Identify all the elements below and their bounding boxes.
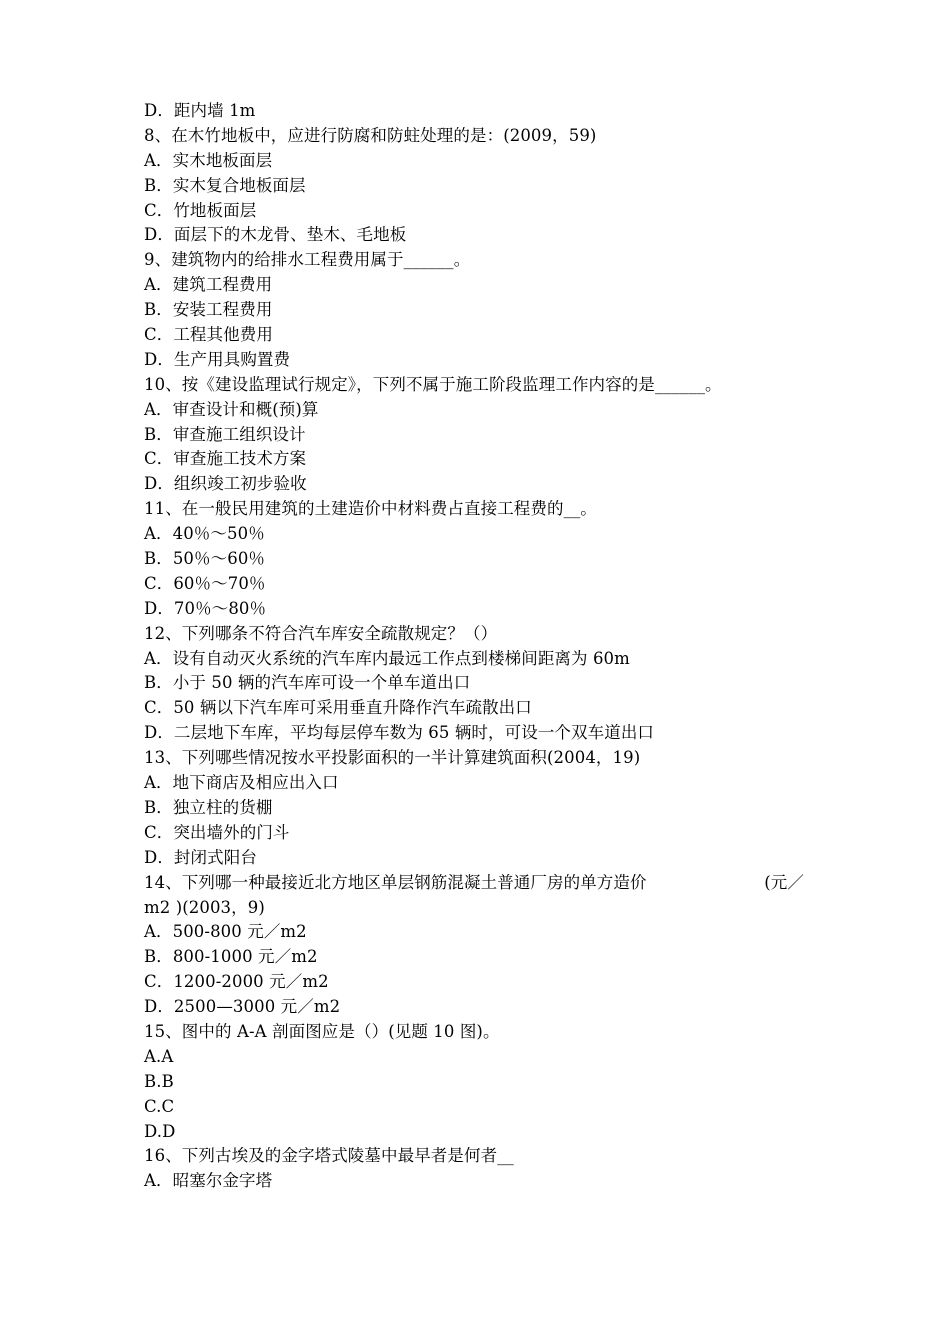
question-14-unit-text: (元／ — [764, 872, 804, 892]
text-line: A．40％～50％ — [144, 524, 265, 544]
text-line: A．地下商店及相应出入口 — [144, 773, 339, 793]
text-line: A．建筑工程费用 — [144, 275, 273, 295]
text-line: 8、在木竹地板中，应进行防腐和防蛀处理的是：(2009，59) — [144, 125, 597, 145]
text-line: B．安装工程费用 — [144, 300, 273, 320]
text-line: C.C — [144, 1096, 175, 1116]
text-line: D．面层下的木龙骨、垫木、毛地板 — [144, 225, 407, 245]
text-line: C．突出墙外的门斗 — [144, 822, 290, 842]
text-line: A．500-800 元／m2 — [144, 922, 307, 942]
text-line: A．实木地板面层 — [144, 150, 273, 170]
text-line: C．50 辆以下汽车库可采用垂直升降作汽车疏散出口 — [144, 698, 532, 718]
text-line: B．独立柱的货棚 — [144, 797, 273, 817]
document-body — [144, 99, 809, 1194]
text-line: 11、在一般民用建筑的土建造价中材料费占直接工程费的__。 — [144, 499, 597, 519]
text-line: 12、下列哪条不符合汽车库安全疏散规定？（） — [144, 623, 498, 643]
text-line: D.D — [144, 1121, 176, 1141]
text-line: B．小于 50 辆的汽车库可设一个单车道出口 — [144, 673, 471, 693]
text-line: B．审查施工组织设计 — [144, 424, 306, 444]
text-line: C．审查施工技术方案 — [144, 449, 307, 469]
question-14-stem-text: 14、下列哪一种最接近北方地区单层钢筋混凝土普通厂房的单方造价 — [144, 872, 647, 892]
text-line: B.B — [144, 1071, 174, 1091]
text-line: D．生产用具购置费 — [144, 349, 291, 369]
text-line: 10、按《建设监理试行规定》，下列不属于施工阶段监理工作内容的是______。 — [144, 374, 722, 394]
text-line: A.A — [144, 1046, 174, 1066]
text-line: D．70％～80％ — [144, 598, 267, 618]
text-line: D．距内墙 1m — [144, 101, 256, 120]
text-line: A．昭塞尔金字塔 — [144, 1171, 273, 1191]
text-line: C．1200-2000 元／m2 — [144, 972, 329, 992]
text-line: D．封闭式阳台 — [144, 847, 257, 867]
text-line: C．竹地板面层 — [144, 200, 257, 220]
text-line: A．审查设计和概(预)算 — [144, 399, 319, 419]
text-line: C．60％～70％ — [144, 573, 266, 593]
text-line: B．800-1000 元／m2 — [144, 947, 318, 967]
text-line: D．组织竣工初步验收 — [144, 474, 307, 494]
text-line: B．实木复合地板面层 — [144, 175, 306, 195]
text-line: C．工程其他费用 — [144, 325, 273, 345]
text-line: 13、下列哪些情况按水平投影面积的一半计算建筑面积(2004，19) — [144, 748, 641, 768]
question-lines-after — [144, 920, 809, 1194]
text-line: D．2500—3000 元／m2 — [144, 997, 341, 1017]
text-line: A．设有自动灭火系统的汽车库内最远工作点到楼梯间距离为 60m — [144, 648, 630, 668]
question-14-stem-line-1 — [144, 871, 804, 896]
text-line: 9、建筑物内的给排水工程费用属于______。 — [144, 250, 471, 270]
text-line: 15、图中的 A-A 剖面图应是（）(见题 10 图)。 — [144, 1021, 500, 1041]
text-line: 16、下列古埃及的金字塔式陵墓中最早者是何者__ — [144, 1146, 514, 1166]
text-line: B．50％～60％ — [144, 549, 266, 569]
question-lines-before — [144, 99, 809, 871]
text-line: D．二层地下车库，平均每层停车数为 65 辆时，可设一个双车道出口 — [144, 723, 655, 743]
question-14-stem-line-2: m2 )(2003，9) — [144, 897, 265, 917]
